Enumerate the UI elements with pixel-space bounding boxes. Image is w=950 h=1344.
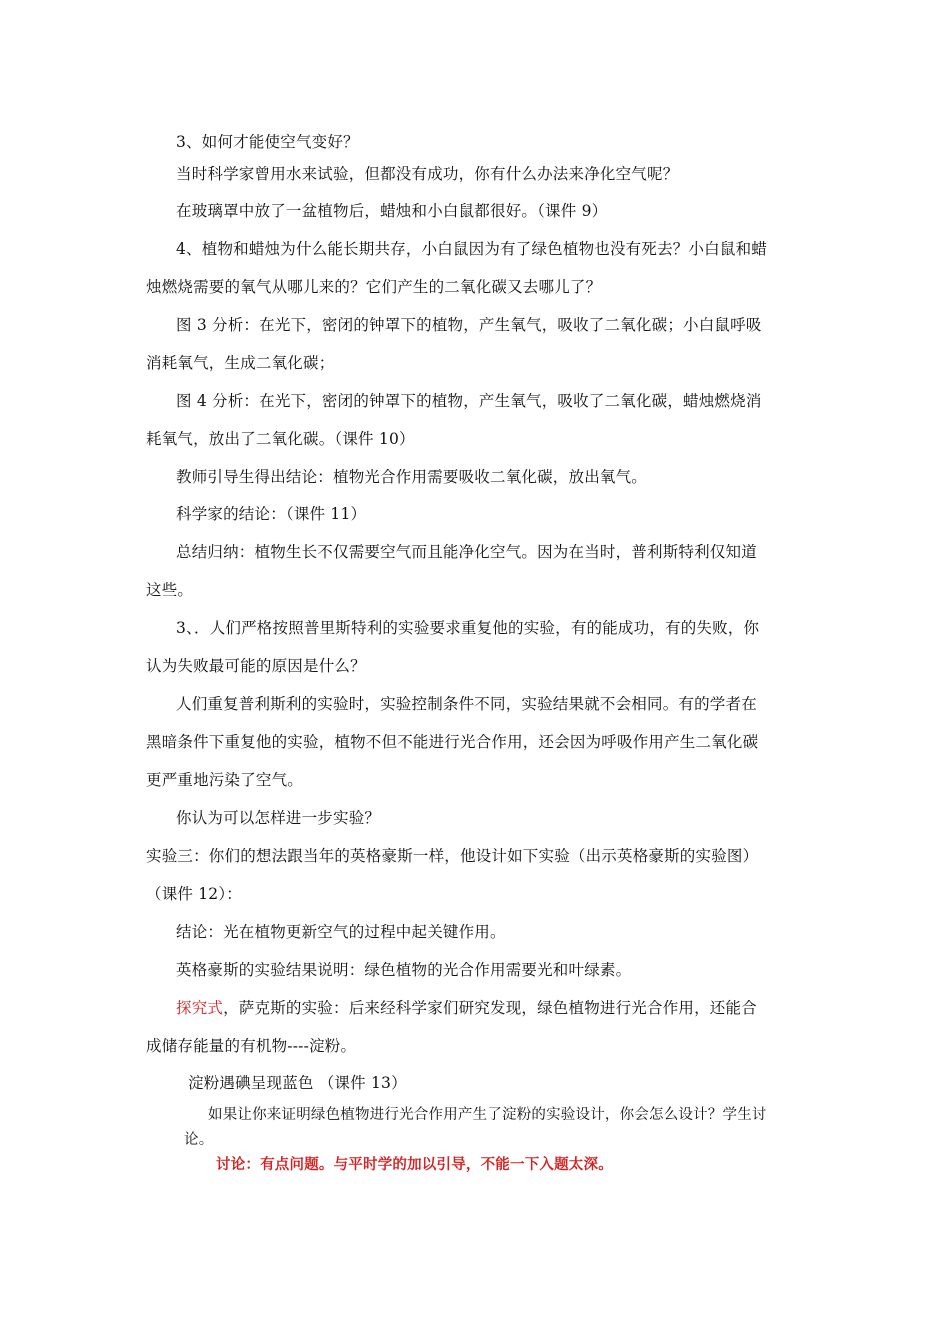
embedded-slide-text	[176, 1098, 816, 1188]
paragraph-line: 你认为可以怎样进一步实验？	[176, 809, 381, 827]
slide-discussion-note: 讨论：有点问题。与平时学的加以引导，不能一下入题太深。	[216, 1157, 613, 1173]
paragraph-line: 在玻璃罩中放了一盆植物后，蜡烛和小白鼠都很好。（课件 9）	[176, 202, 608, 220]
summary-line: 总结归纳：植物生长不仅需要空气而且能净化空气。因为在当时，普利斯特利仅知道	[176, 543, 757, 561]
sachs-experiment-line	[176, 999, 757, 1017]
paragraph-line: 这些。	[146, 581, 194, 599]
teacher-conclusion: 教师引导生得出结论：植物光合作用需要吸收二氧化碳，放出氧气。	[176, 468, 648, 486]
paragraph-line: 成储存能量的有机物----淀粉。	[146, 1037, 357, 1055]
paragraph-line: 消耗氧气，生成二氧化碳；	[146, 354, 335, 372]
scientist-conclusion: 科学家的结论：（课件 11）	[176, 505, 367, 523]
figure-4-analysis: 图 4 分析：在光下，密闭的钟罩下的植物，产生氧气，吸收了二氧化碳，蜡烛燃烧消	[176, 392, 762, 410]
slide-question: 如果让你来证明绿色植物进行光合作用产生了淀粉的实验设计，你会怎么设计？学生讨	[208, 1107, 767, 1123]
paragraph-line: 当时科学家曾用水来试验，但都没有成功，你有什么办法来净化空气呢？	[176, 165, 679, 183]
inquiry-label: 探究式	[176, 999, 224, 1017]
sachs-text: ，萨克斯的实验：后来经科学家们研究发现，绿色植物进行光合作用，还能合	[223, 999, 757, 1017]
starch-iodine-line: 淀粉遇碘呈现蓝色 （课件 13）	[188, 1074, 407, 1092]
conclusion-line: 结论：光在植物更新空气的过程中起关键作用。	[176, 923, 506, 941]
paragraph-line: 认为失败最可能的原因是什么？	[146, 657, 366, 675]
question-4-heading: 4、植物和蜡烛为什么能长期共存，小白鼠因为有了绿色植物也没有死去？小白鼠和蜡	[176, 240, 767, 258]
paragraph-line: （课件 12）：	[146, 885, 243, 903]
question-3b-heading: 3、．人们严格按照普里斯特利的实验要求重复他的实验，有的能成功，有的失败，你	[176, 619, 760, 637]
experiment-3-heading: 实验三：你们的想法跟当年的英格豪斯一样，他设计如下实验（出示英格豪斯的实验图）	[146, 847, 759, 865]
paragraph-line: 英格豪斯的实验结果说明：绿色植物的光合作用需要光和叶绿素。	[176, 961, 632, 979]
paragraph-line: 人们重复普利斯利的实验时，实验控制条件不同，实验结果就不会相同。有的学者在	[176, 695, 757, 713]
question-3-heading: 3、如何才能使空气变好？	[176, 133, 359, 151]
paragraph-line: 烛燃烧需要的氧气从哪儿来的？它们产生的二氧化碳又去哪儿了？	[146, 278, 602, 296]
paragraph-line: 黑暗条件下重复他的实验，植物不但不能进行光合作用，还会因为呼吸作用产生二氧化碳	[146, 733, 759, 751]
slide-question-cont: 论。	[184, 1132, 214, 1148]
figure-3-analysis: 图 3 分析：在光下，密闭的钟罩下的植物，产生氧气，吸收了二氧化碳；小白鼠呼吸	[176, 316, 762, 334]
paragraph-line: 耗氧气，放出了二氧化碳。（课件 10）	[146, 430, 415, 448]
paragraph-line: 更严重地污染了空气。	[146, 771, 304, 789]
